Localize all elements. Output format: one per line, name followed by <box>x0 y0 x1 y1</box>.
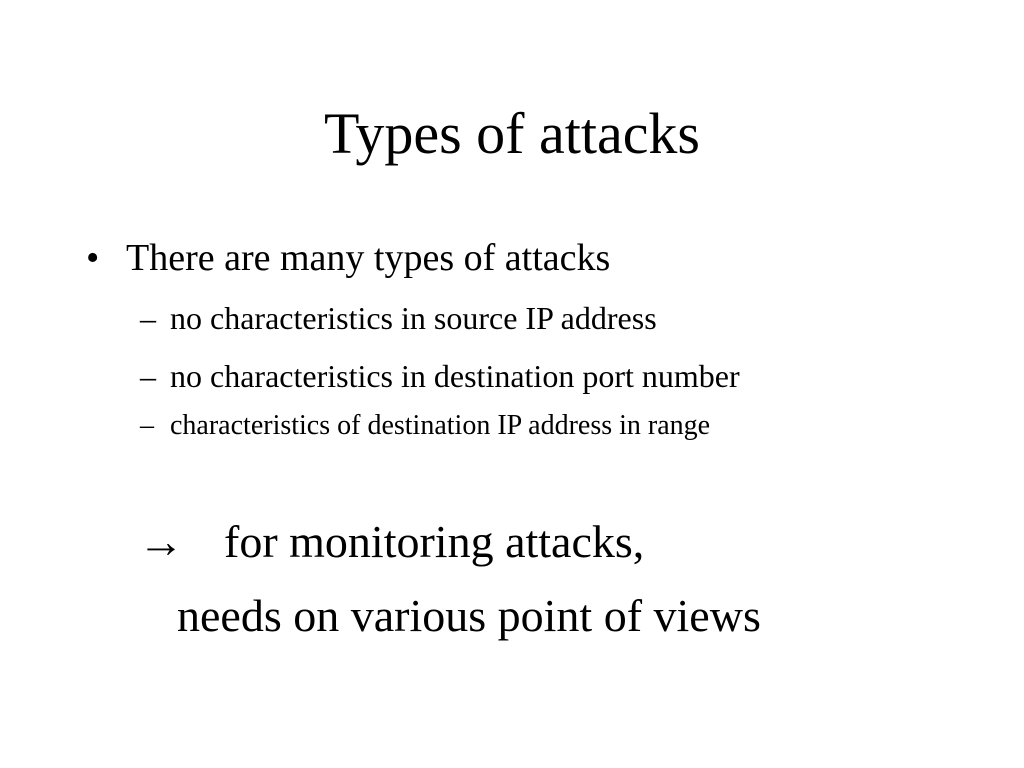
sub-bullet-text: characteristics of destination IP address in range <box>170 410 711 441</box>
sub-bullet-item <box>140 298 657 338</box>
sub-bullet-marker: – <box>140 300 156 336</box>
bullet-text: There are many types of attacks <box>126 237 611 279</box>
conclusion-text: for monitoring attacks, <box>224 516 645 567</box>
right-arrow-icon: → <box>138 516 184 567</box>
conclusion-line <box>177 588 761 644</box>
sub-bullet-item <box>140 408 710 444</box>
sub-bullet-marker: – <box>140 410 154 441</box>
conclusion-line <box>138 514 644 570</box>
slide-title: Types of attacks <box>323 101 701 166</box>
sub-bullet-marker: – <box>140 358 156 394</box>
sub-bullet-text: no characteristics in destination port number <box>170 358 740 394</box>
bullet-item <box>86 234 610 282</box>
sub-bullet-text: no characteristics in source IP address <box>170 300 657 336</box>
conclusion-text: needs on various point of views <box>177 590 761 641</box>
sub-bullet-item <box>140 356 740 396</box>
bullet-marker: • <box>86 237 100 279</box>
